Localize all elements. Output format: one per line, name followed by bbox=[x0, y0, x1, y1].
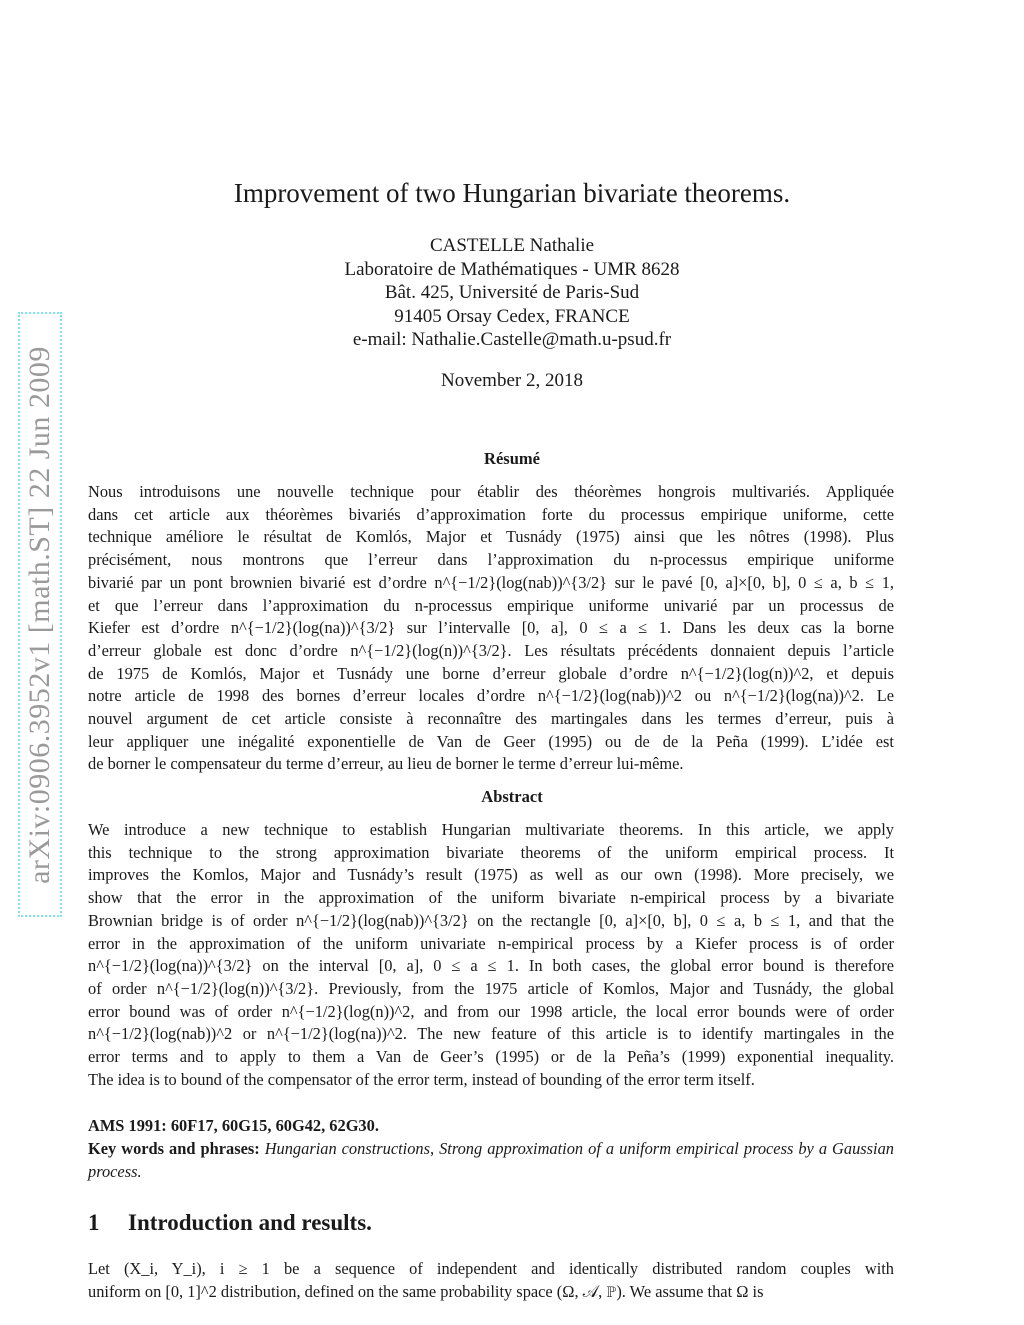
text-line: Let (X_i, Y_i), i ≥ 1 be a sequence of independent and identically distributed random couples with bbox=[88, 1259, 894, 1278]
resume-heading: Résumé bbox=[484, 449, 540, 468]
paper-date: November 2, 2018 bbox=[441, 370, 583, 391]
arxiv-stamp bbox=[18, 312, 62, 917]
arxiv-stamp-text: arXiv:0906.3952v1 [math.ST] 22 Jun 2009 bbox=[23, 345, 56, 884]
keywords-label: Key words and phrases: bbox=[88, 1139, 260, 1158]
author-lab: Laboratoire de Mathématiques - UMR 8628 bbox=[344, 258, 680, 280]
text-line: d’erreur globale est donc d’ordre n^{−1/2}(log(n))^{3/2}. Les résultats précédents donnaient depuis l’article bbox=[88, 640, 894, 660]
text-line: notre article de 1998 des bornes d’erreur locales d’ordre n^{−1/2}(log(nab))^2 ou n^{−1/2}(log(na))^2. Le bbox=[88, 686, 894, 706]
text-line: Brownian bridge is of order n^{−1/2}(log(nab))^{3/2} on the rectangle [0, a]×[0, b], 0 ≤ a, b ≤ 1, and that the bbox=[88, 910, 894, 930]
ams-classification bbox=[88, 1116, 894, 1136]
text-line: The idea is to bound of the compensator of the error term, instead of bounding of the error term itself. bbox=[88, 1069, 755, 1089]
paper-title: Improvement of two Hungarian bivariate theorems. bbox=[233, 178, 791, 208]
text-line: bivarié par un pont brownien bivarié est d’ordre n^{−1/2}(log(nab))^{3/2} sur le pavé [0, a]×[0, b], 0 ≤ a, b ≤ 1, bbox=[88, 572, 894, 592]
text-line: this technique to the strong approximation bivariate theorems of the uniform empirical process. It bbox=[88, 842, 894, 862]
text-line: Nous introduisons une nouvelle technique pour établir des théorèmes hongrois multivariés. Appliquée bbox=[88, 482, 894, 501]
text-line: précisément, nous montrons que l’erreur dans l’approximation du n-processus empirique uniforme bbox=[88, 550, 894, 570]
section-heading-introduction bbox=[88, 1210, 372, 1236]
section-title: Introduction and results. bbox=[128, 1210, 372, 1235]
ams-text: AMS 1991: 60F17, 60G15, 60G42, 62G30. bbox=[88, 1116, 379, 1135]
text-line: dans cet article aux théorèmes bivariés d’approximation forte du processus empirique uniforme, cette bbox=[88, 504, 894, 524]
text-line: improves the Komlos, Major and Tusnády’s result (1975) as well as our own (1998). More precisely, we bbox=[88, 865, 894, 885]
text-line: error in the approximation of the uniform univariate n-empirical process by a Kiefer process is of order bbox=[88, 933, 894, 953]
abstract-heading: Abstract bbox=[481, 787, 543, 806]
text-line: error terms and to apply to them a Van de Geer’s (1995) or de la Peña’s (1999) exponential inequality. bbox=[88, 1047, 894, 1067]
text-line: leur appliquer une inégalité exponentielle de Van de Geer (1995) ou de de la Peña (1999). L’idée est bbox=[88, 731, 894, 751]
abstract-body bbox=[88, 819, 894, 1091]
keywords bbox=[88, 1137, 894, 1183]
text-line: n^{−1/2}(log(nab))^2 or n^{−1/2}(log(na))^2. The new feature of this article is to identify martingales in the bbox=[88, 1024, 894, 1044]
keywords-text: Hungarian constructions, Strong approximation of a uniform empirical process by a Gaussian process. bbox=[88, 1139, 894, 1181]
author-address-2: 91405 Orsay Cedex, FRANCE bbox=[394, 305, 630, 327]
text-line: Kiefer est d’ordre n^{−1/2}(log(na))^{3/2} sur l’intervalle [0, a], 0 ≤ a ≤ 1. Dans les deux cas la borne bbox=[88, 618, 894, 638]
text-line: error bound was of order n^{−1/2}(log(n))^2, and from our 1998 article, the local error bounds were of order bbox=[88, 1001, 894, 1021]
author-block bbox=[0, 234, 1024, 352]
author-email: e-mail: Nathalie.Castelle@math.u-psud.fr bbox=[352, 329, 672, 350]
section-number: 1 bbox=[88, 1210, 100, 1235]
text-line: et que l’erreur dans l’approximation du n-processus empirique uniforme univarié par un processus de bbox=[88, 595, 894, 615]
author-address-1: Bât. 425, Université de Paris-Sud bbox=[384, 282, 640, 303]
text-line: of order n^{−1/2}(log(n))^{3/2}. Previously, from the 1975 article of Komlos, Major and Tusnády, the global bbox=[88, 978, 894, 998]
text-line: technique améliore le résultat de Komlós, Major et Tusnády (1975) ainsi que les nôtres (1998). Plus bbox=[88, 527, 894, 547]
text-line: de borner le compensateur du terme d’erreur, au lieu de borner le terme d’erreur lui-même. bbox=[88, 754, 684, 774]
text-line: de 1975 de Komlós, Major et Tusnády une borne d’erreur globale d’ordre n^{−1/2}(log(n))^2, et depuis bbox=[88, 663, 894, 683]
introduction-body bbox=[88, 1258, 894, 1303]
resume-body bbox=[88, 481, 894, 776]
author-name: CASTELLE Nathalie bbox=[429, 235, 595, 256]
text-line: nouvel argument de cet article consiste à reconnaître des martingales dans les termes d’erreur, puis à bbox=[88, 709, 894, 729]
text-line: We introduce a new technique to establish Hungarian multivariate theorems. In this article, we apply bbox=[88, 820, 894, 839]
text-line: n^{−1/2}(log(na))^{3/2} on the interval [0, a], 0 ≤ a ≤ 1. In both cases, the global error bound is therefore bbox=[88, 956, 894, 976]
text-line: show that the error in the approximation of the uniform bivariate n-empirical process by a bivariate bbox=[88, 888, 894, 908]
text-line: uniform on [0, 1]^2 distribution, defined on the same probability space (Ω, 𝒜, ℙ). We assume that Ω is bbox=[88, 1281, 764, 1301]
